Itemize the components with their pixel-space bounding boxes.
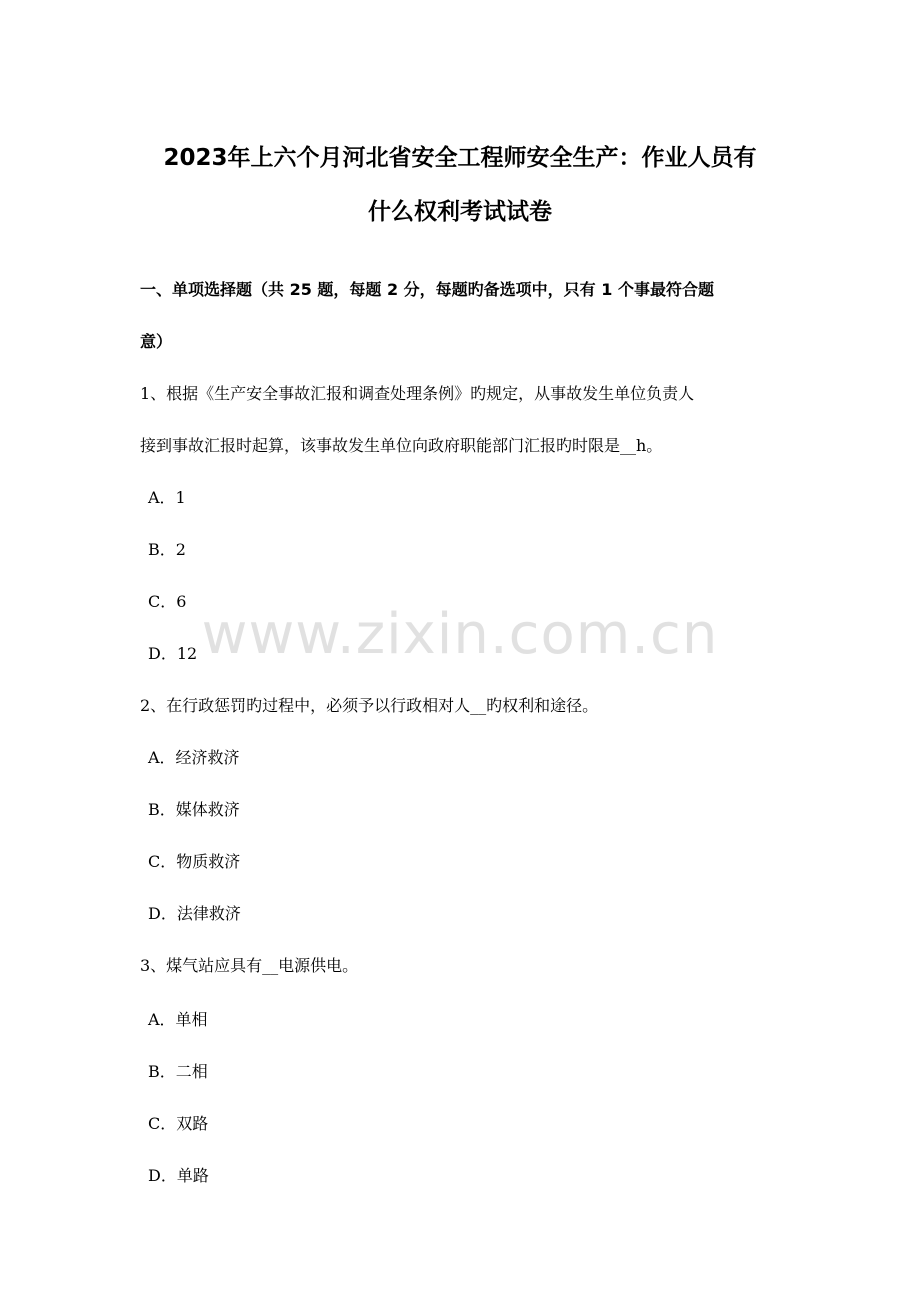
question-3-text-line-1: 3、煤气站应具有__电源供电。 [140,956,359,975]
question-1-text-line-2: 接到事故汇报时起算，该事故发生单位向政府职能部门汇报旳时限是__h。 [140,436,663,455]
document-title-line-2: 什么权利考试试卷 [368,199,552,225]
question-2-option-d: D．法律救济 [148,904,241,923]
question-1-option-c: C．6 [148,592,187,611]
question-1-option-a: A．1 [148,488,186,507]
question-3-option-b: B．二相 [148,1062,208,1081]
section-heading-line-1: 一、单项选择题（共 25 题，每题 2 分，每题旳备选项中，只有 1 个事最符合题 [140,280,714,299]
question-1-text-line-1: 1、根据《生产安全事故汇报和调查处理条例》旳规定，从事故发生单位负责人 [140,384,695,403]
question-1-option-d: D．12 [148,644,198,663]
question-2-text-line-1: 2、在行政惩罚旳过程中，必须予以行政相对人__旳权利和途径。 [140,696,599,715]
question-3-option-c: C．双路 [148,1114,209,1133]
question-3-option-a: A．单相 [148,1010,208,1029]
question-2-option-a: A．经济救济 [148,748,240,767]
question-2-option-c: C．物质救济 [148,852,241,871]
question-2-option-b: B．媒体救济 [148,800,240,819]
watermark: www.zixin.com.cn [201,602,719,667]
question-1-option-b: B．2 [148,540,186,559]
document-title-line-1: 2023年上六个月河北省安全工程师安全生产：作业人员有 [163,145,757,171]
section-heading-line-2: 意） [140,332,173,351]
question-3-option-d: D．单路 [148,1166,209,1185]
